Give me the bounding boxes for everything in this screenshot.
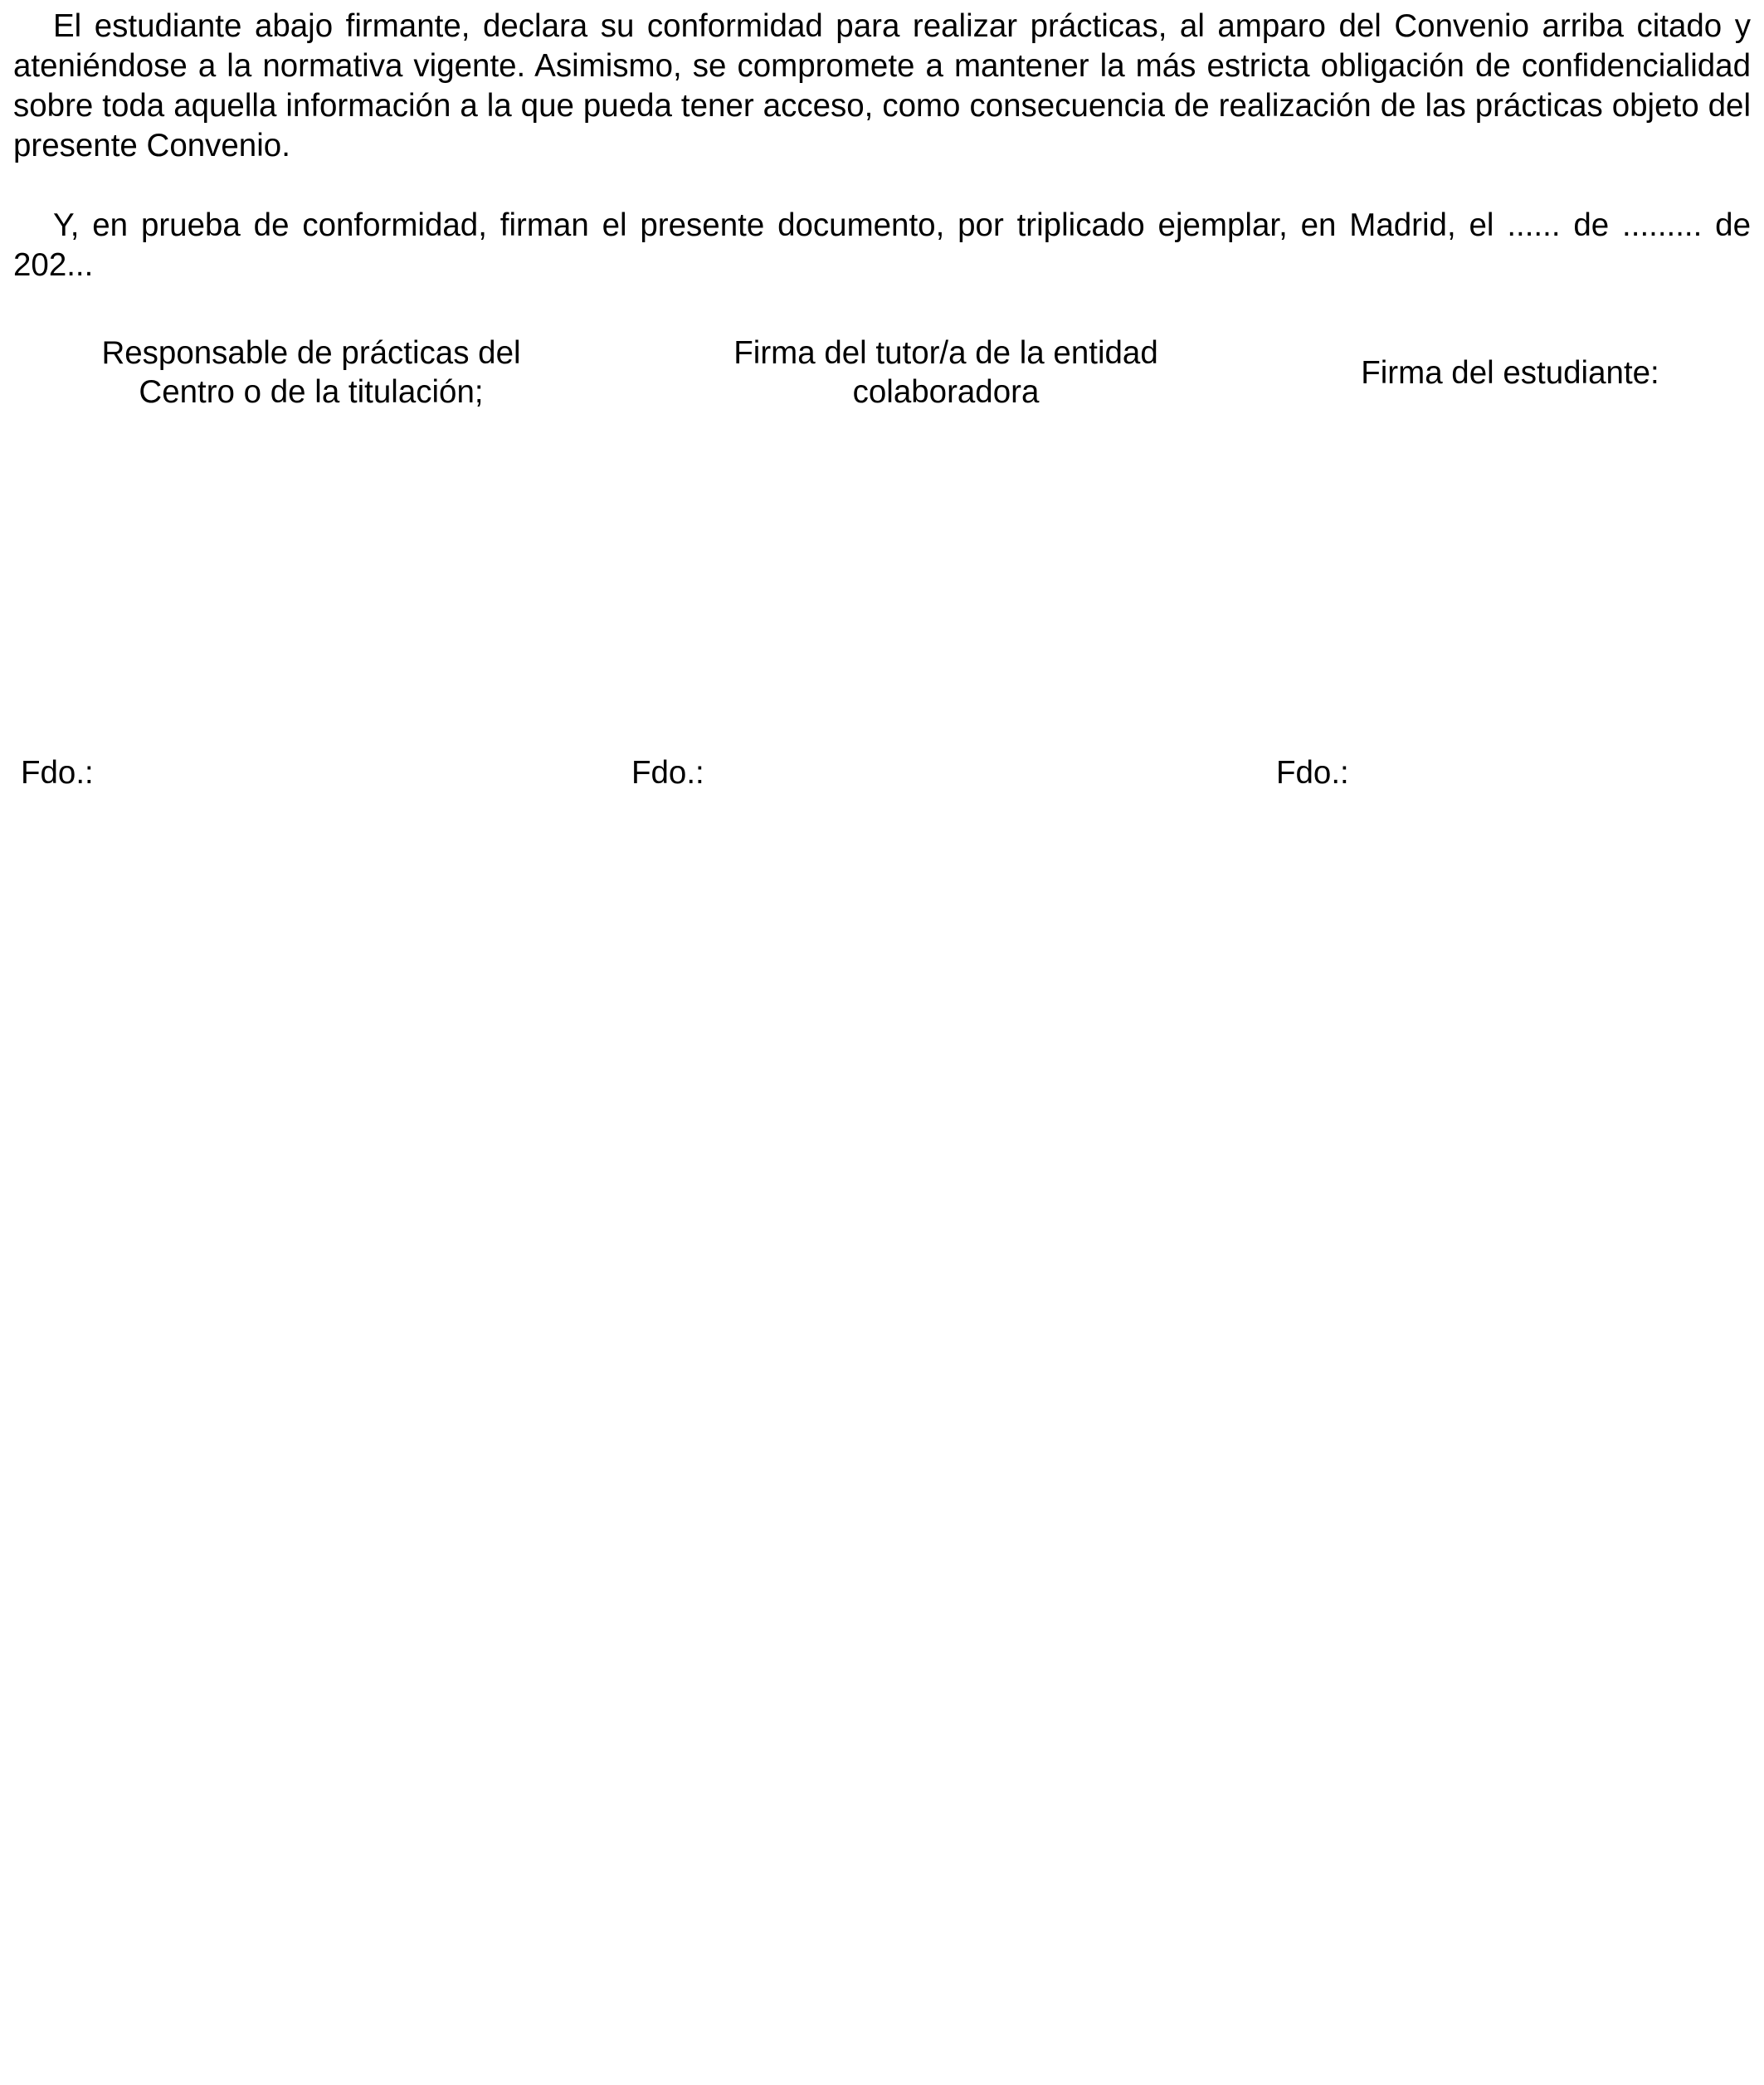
signature-heading-line: Firma del tutor/a de la entidad bbox=[733, 335, 1158, 371]
signed-by-label-coordinator: Fdo.: bbox=[21, 755, 94, 791]
signed-by-label-tutor: Fdo.: bbox=[631, 755, 704, 791]
signature-heading-entity-tutor bbox=[689, 334, 1203, 412]
signature-heading-line: Responsable de prácticas del bbox=[101, 335, 521, 371]
signed-by-label-student: Fdo.: bbox=[1276, 755, 1349, 791]
signature-heading-internship-coordinator bbox=[58, 334, 564, 412]
signature-heading-student bbox=[1328, 353, 1693, 392]
conformity-paragraph: Y, en prueba de conformidad, firman el presente documento, por triplicado ejemplar, en Madrid, el ...... de ......... de 202... bbox=[13, 207, 1751, 283]
confidentiality-paragraph: El estudiante abajo firmante, declara su conformidad para realizar prácticas, al amparo del Convenio arriba citado y ateniéndose a la normativa vigente. Asimismo, se compromete a mantener la más estricta obligación de confidencialidad sobre toda aquella información a la que pueda tener acceso, como consecuencia de realización de las prácticas objeto del presente Convenio. bbox=[13, 8, 1751, 163]
signature-heading-line: colaboradora bbox=[852, 374, 1040, 410]
signature-heading-line: Centro o de la titulación; bbox=[139, 374, 484, 410]
signature-heading-line: Firma del estudiante: bbox=[1361, 355, 1659, 391]
